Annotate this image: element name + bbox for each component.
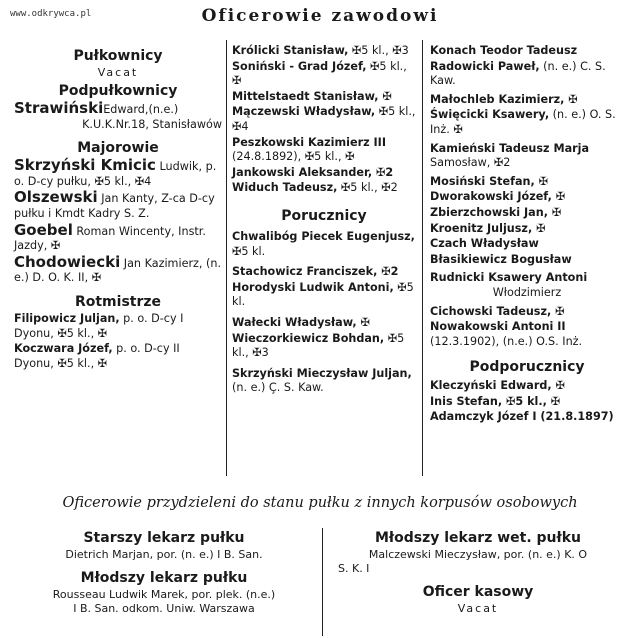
entry-name: Horodyski Ludwik Antoni, [232, 280, 394, 294]
column-1 [14, 44, 222, 372]
entry [430, 379, 624, 394]
entry-name: Kamieński Tadeusz Marja [430, 141, 590, 155]
entry-name: Strawiński [14, 99, 104, 117]
entry [232, 281, 416, 310]
role-entry: Malczewski Mieczysław, por. (n. e.) K. O [368, 548, 588, 561]
entry-rest: Jan Kanty, Z-ca D-cy pułku i Kmdt Kadry S. Z. [14, 192, 215, 220]
entry [430, 60, 624, 89]
entry-name: Kroenitz Juljusz, ✠ [430, 221, 546, 235]
entry [14, 101, 222, 132]
role-heading: Starszy lekarz pułku [83, 530, 245, 546]
entry [14, 190, 222, 221]
entry [14, 312, 222, 341]
entry [430, 222, 624, 237]
entry [232, 181, 416, 196]
section-heading: Rotmistrze [74, 293, 162, 310]
entry [232, 44, 416, 59]
entry-name: Jankowski Aleksander, ✠2 [232, 165, 394, 179]
entry-rest: ✠5 kl., ✠4 [232, 105, 416, 133]
entry-name: Mittelstaedt Stanisław, ✠ [232, 89, 392, 103]
entry [430, 320, 624, 349]
role-heading: Młodszy lekarz wet. pułku [374, 530, 581, 546]
page-title: Oficerowie zawodowi [201, 6, 439, 26]
entry-name: Królicki Stanisław, [232, 44, 349, 57]
entry [430, 253, 624, 268]
role-entry: Dietrich Marjan, por. (n. e.) I B. San. [65, 548, 263, 561]
entry [14, 158, 222, 189]
entry-name: Koczwara Józef, [14, 342, 113, 356]
entry-rest: Jan Kazimierz, (n. e.) D. O. K. II, ✠ [14, 256, 222, 285]
entry-name: Soniński - Grad Józef, [232, 59, 367, 73]
entry-name: Olszewski [14, 188, 98, 207]
section-heading: Pułkownicy [73, 48, 163, 64]
entry-rest: ✠5 kl., ✠ [232, 59, 407, 88]
column-3 [430, 44, 624, 426]
entry [430, 410, 624, 425]
entry-rest: ✠5 kl. [232, 244, 266, 258]
column-2 [232, 44, 416, 397]
entry-name: Skrzyński Mieczysław Juljan, [232, 366, 412, 380]
entry-rest: (n. e.) O. S. Inż. ✠ [430, 108, 616, 136]
role-heading: Oficer kasowy [422, 584, 534, 600]
entry-name: Chwalibóg Piecek Eugenjusz, [232, 229, 415, 243]
entry-rest: ✠5 kl., ✠3 [351, 44, 409, 57]
entry-rest: (12.3.1902), (n.e.) O.S. Inż. [430, 334, 583, 348]
entry [232, 136, 416, 165]
entry-name: Zbierzchowski Jan, ✠ [430, 205, 562, 219]
entry [232, 332, 416, 361]
watermark: www.odkrywca.pl [10, 9, 92, 19]
entry-rest: (n. e.) C. S. Kaw. [430, 59, 606, 88]
entry [232, 60, 416, 89]
entry-name: Adamczyk Józef I (21.8.1897) [430, 410, 614, 424]
entry [232, 166, 416, 181]
entry-rest: Samosław, ✠2 [430, 156, 511, 170]
entry-rest: p. o. D-cy II Dyonu, ✠5 kl., ✠ [14, 342, 180, 370]
entry-rest: Edward,(n.e.) [103, 103, 179, 116]
entry [430, 175, 624, 190]
entry-name: Nowakowski Antoni II [430, 320, 566, 334]
section-heading: Podporucznicy [469, 359, 585, 376]
entry [430, 206, 624, 221]
entry-rest: ✠5 kl. [232, 280, 414, 309]
entry [14, 220, 222, 254]
section-heading: Podpułkownicy [58, 83, 178, 99]
entry-name: Cichowski Tadeusz, ✠ [430, 304, 565, 318]
section-heading: Porucznicy [281, 207, 367, 224]
role-entry: Rousseau Ludwik Marek, por. plek. (n.e.) [52, 588, 276, 601]
column-divider [226, 40, 227, 476]
entry-name: Chodowiecki [14, 252, 121, 271]
entry-name: Wałecki Władysław, ✠ [232, 315, 370, 329]
entry-rest: Włodzimierz [492, 285, 562, 299]
entry [232, 105, 416, 134]
entry [232, 230, 416, 259]
section-heading: Majorowie [77, 140, 159, 157]
entry-rest: K.U.K.Nr.18, Stanisławów [82, 117, 222, 131]
entry-name: Stachowicz Franciszek, ✠2 [232, 265, 399, 279]
entry-name: Dworakowski Józef, ✠ [430, 190, 566, 204]
entry-name: Radowicki Paweł, [430, 59, 540, 73]
entry-rest: ✠5 kl., ✠2 [340, 181, 398, 195]
entry [430, 108, 624, 137]
entry [430, 305, 624, 320]
entry-name: Małochleb Kazimierz, ✠ [430, 92, 578, 106]
entry-name: Widuch Tadeusz, [232, 181, 338, 195]
entry-name: Błasikiewicz Bogusław [430, 252, 572, 266]
entry-name: Czach Władysław [430, 237, 539, 251]
entry-name: Wieczorkiewicz Bohdan, [232, 331, 385, 345]
entry [232, 265, 416, 280]
entry [14, 342, 222, 371]
entry-rest: Roman Wincenty, Instr. Jazdy, ✠ [14, 224, 206, 253]
entry [430, 93, 624, 108]
entry-name: Mączewski Władysław, [232, 105, 376, 119]
entry-name: Kleczyński Edward, ✠ [430, 379, 565, 393]
role-heading: Młodszy lekarz pułku [80, 570, 248, 586]
bottom-right [330, 530, 626, 619]
entry-name: Goebel [14, 220, 73, 239]
entry-name: Inis Stefan, ✠5 kl., ✠ [430, 394, 561, 408]
entry [430, 44, 624, 59]
entry [430, 271, 624, 300]
column-divider [422, 40, 423, 476]
section-2-title: Oficerowie przydzieleni do stanu pułku z innych korpusów osobowych [62, 495, 578, 511]
entry-name: Rudnicki Ksawery Antoni [430, 271, 588, 285]
entry-name: Skrzyński Kmicic [14, 156, 156, 175]
entry-name: Filipowicz Juljan, [14, 311, 120, 325]
entry-name: Święcicki Ksawery, [430, 108, 550, 122]
column-divider [322, 528, 323, 636]
entry-rest: (24.8.1892), ✠5 kl., ✠ [232, 150, 355, 164]
entry-name: Konach Teodor Tadeusz [430, 44, 578, 57]
role-sub: Vacat [457, 602, 499, 615]
entry [430, 237, 624, 252]
bottom-left [14, 530, 314, 616]
entry [232, 367, 416, 396]
entry-rest: Ludwik, p. o. D-cy pułku, ✠5 kl., ✠4 [14, 160, 217, 188]
entry [232, 90, 416, 105]
section-sub: Vacat [97, 66, 139, 79]
entry-rest: (n. e.) Ç. S. Kaw. [232, 381, 324, 395]
entry [430, 395, 624, 410]
entry-rest: ✠5 kl., ✠3 [232, 331, 405, 360]
role-entry: I B. San. odkom. Uniw. Warszawa [73, 602, 255, 615]
entry [232, 316, 416, 331]
entry [430, 190, 624, 205]
entry-name: Peszkowski Kazimierz III [232, 135, 387, 149]
entry [430, 142, 624, 171]
role-entry: S. K. I [338, 562, 370, 575]
entry-name: Mosiński Stefan, ✠ [430, 174, 548, 188]
entry-rest: p. o. D-cy I Dyonu, ✠5 kl., ✠ [14, 311, 184, 340]
entry [14, 252, 222, 286]
